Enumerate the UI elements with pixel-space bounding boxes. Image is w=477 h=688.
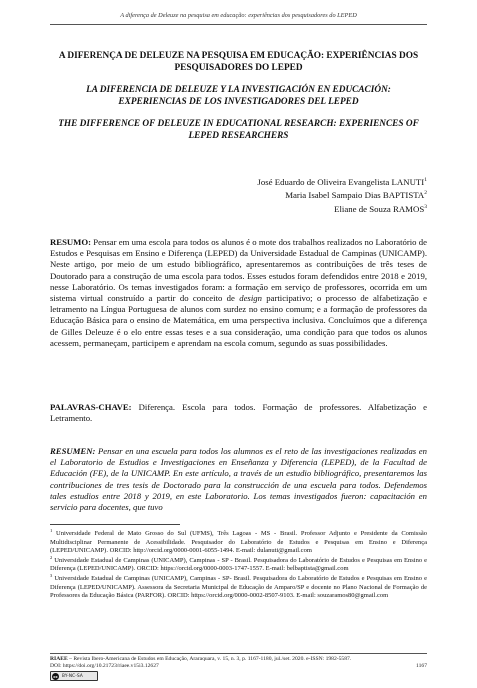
author-footnote-ref[interactable]: 1	[424, 177, 427, 184]
author-name: Maria Isabel Sampaio Dias BAPTISTA	[285, 190, 425, 201]
page-footer	[50, 656, 427, 670]
footnote-3	[50, 572, 427, 601]
author-line	[257, 176, 427, 189]
abstract-spanish	[50, 446, 427, 513]
author-list	[257, 176, 427, 216]
abstract-portuguese	[50, 237, 427, 349]
keywords-portuguese	[50, 402, 427, 424]
keywords-text: Diferença. Escola para todos. Formação de professores. Alfabetização e Letramento.	[50, 402, 427, 424]
author-name: Eliane de Souza RAMOS	[334, 203, 425, 214]
footnote-number: 1	[50, 527, 53, 533]
header-divider	[50, 24, 427, 25]
abstract-text: Pensar em uma escola para todos os alunos é o mote dos trabalhos realizados no Laboratório de Estudos e Pesquisas em Ensino e Diferença (LEPED) da Universidade Estadual de Campinas (UNICAMP). Neste artigo, por meio de um estudo bibliográfico, apresentaremos as contribuições de três teses de Doutorado para a construção de uma escola para todos. Esses estudos foram defendidos entre 2018 e 2019, nesse Laboratório. Os temas investigados foram: a formação em serviço de professores, ocorrida em um sistema virtual construído a partir do conceito de	[50, 237, 427, 304]
footnote-text: Universidade Estadual de Campinas (UNICAMP), Campinas - SP- Brasil. Pesquisadora do Laboratório de Estudos e Pesquisas em Ensino e Diferença (LEPED/UNICAMP). Assessora da Secretaria Municipal de Educação de Amparo/SP e docente no Plano Nacional de Formação de Professores da Educação Básica (PARFOR). ORCID: https://orcid.org/0000-0002-8507-9103. E-mail: souzaramos80@gmail.com	[50, 574, 427, 600]
footnote-number: 3	[50, 572, 53, 578]
doi-row	[50, 663, 427, 670]
abstract-emphasis: design	[239, 293, 262, 304]
author-footnote-ref[interactable]: 3	[424, 203, 427, 210]
abstract-text-continued: participativo; o processo de alfabetização e letramento na Língua Portuguesa de alunos com surdez no ensino comum; e a formação de professores da Educação Básica para o ensino de Matemática, em uma perspectiva inclusiva. Concluímos que a diferença de Gilles Deleuze é o elo entre essas teses e a sua consideração, uma condição para que todos os alunos acessem, permaneçam, participem e aprendam na escola comum, segundo as suas possibilidades.	[50, 293, 427, 348]
footnote-number: 2	[50, 554, 53, 560]
license-type-label: BY-NC-SA	[62, 673, 83, 678]
footnote-text: Universidade Estadual de Campinas (UNICAMP), Campinas - SP - Brasil. Pesquisadora do Laboratório de Estudos e Pesquisas em Ensino e Diferença (LEPED/UNICAMP). ORCID: https://orcid.org/0000-0003-1747-1557. E-mail: belbaptista@gmail.com	[50, 556, 427, 573]
title-english: THE DIFFERENCE OF DELEUZE IN EDUCATIONAL RESEARCH: EXPERIENCES OF LEPED RESEARCHERS	[58, 119, 419, 141]
author-name: José Eduardo de Oliveira Evangelista LANUTI	[257, 177, 425, 187]
journal-abbreviation: RIAEE	[50, 656, 68, 662]
journal-details: – Revista Ibero-Americana de Estudos em Educação, Araraquara, v. 15, n. 3, p. 1167-1180, jul./set. 2020. e-ISSN: 1982-5587.	[67, 656, 352, 662]
footer-divider	[50, 653, 427, 654]
keywords-label: PALAVRAS-CHAVE:	[50, 402, 132, 412]
footnote-2	[50, 554, 427, 574]
abstract-text-spanish: Pensar en una escuela para todos los alumnos es el reto de las investigaciones realizadas en el Laboratorio de Estudios e Investigaciones en Enseñanza y Diferencia (LEPED), de la Facultad de Educación (FE), de la UNICAMP. En este artículo, a través de un estudio bibliográfico, presentaremos las contribuciones de tres tesis de Doctorado para la construcción de una escuela para todos. Defendemos tales estudios entre 2018 y 2019, en este Laboratorio. Los temas investigados fueron: capacitación en servicio para docentes, que tuvo	[50, 446, 427, 513]
footnote-1	[50, 527, 427, 556]
creative-commons-icon: cc	[53, 673, 58, 679]
footnotes	[50, 524, 427, 602]
footnote-divider	[50, 524, 180, 525]
abstract-label-spanish: RESUMEN:	[50, 446, 96, 456]
author-line	[257, 189, 427, 202]
creative-commons-license-badge[interactable]	[50, 671, 98, 681]
page-number: 1167	[416, 663, 427, 670]
footnote-text: Universidade Federal de Mato Grosso do Sul (UFMS), Três Lagoas - MS - Brasil. Professor Adjunto e Presidente da Comissão Multidisciplinar Permanente de Acessibilidade. Pesquisador do Laboratório de Estudos e Pesquisas em Ensino e Diferença (LEPED/UNICAMP). ORCID: http://orcid.org/0000-0001-6055-1494. E-mail: dulanuti@gmail.com	[50, 530, 427, 555]
doi-link[interactable]: DOI: https://doi.org/10.21723/riaee.v15i3.12627	[50, 663, 159, 670]
title-portuguese: A DIFERENÇA DE DELEUZE NA PESQUISA EM EDUCAÇÃO: EXPERIÊNCIAS DOS PESQUISADORES DO LEPED	[58, 51, 419, 73]
author-footnote-ref[interactable]: 2	[424, 190, 427, 197]
author-line	[257, 203, 427, 216]
running-header: A diferença de Deleuze na pesquisa em educação: experiências dos pesquisadores do LEPED	[120, 12, 357, 19]
title-spanish: LA DIFERENCIA DE DELEUZE Y LA INVESTIGACIÓN EN EDUCACIÓN: EXPERIENCIAS DE LOS INVESTIGADORES DEL LEPED	[86, 85, 391, 107]
abstract-label: RESUMO:	[50, 237, 92, 247]
journal-citation	[50, 656, 427, 663]
